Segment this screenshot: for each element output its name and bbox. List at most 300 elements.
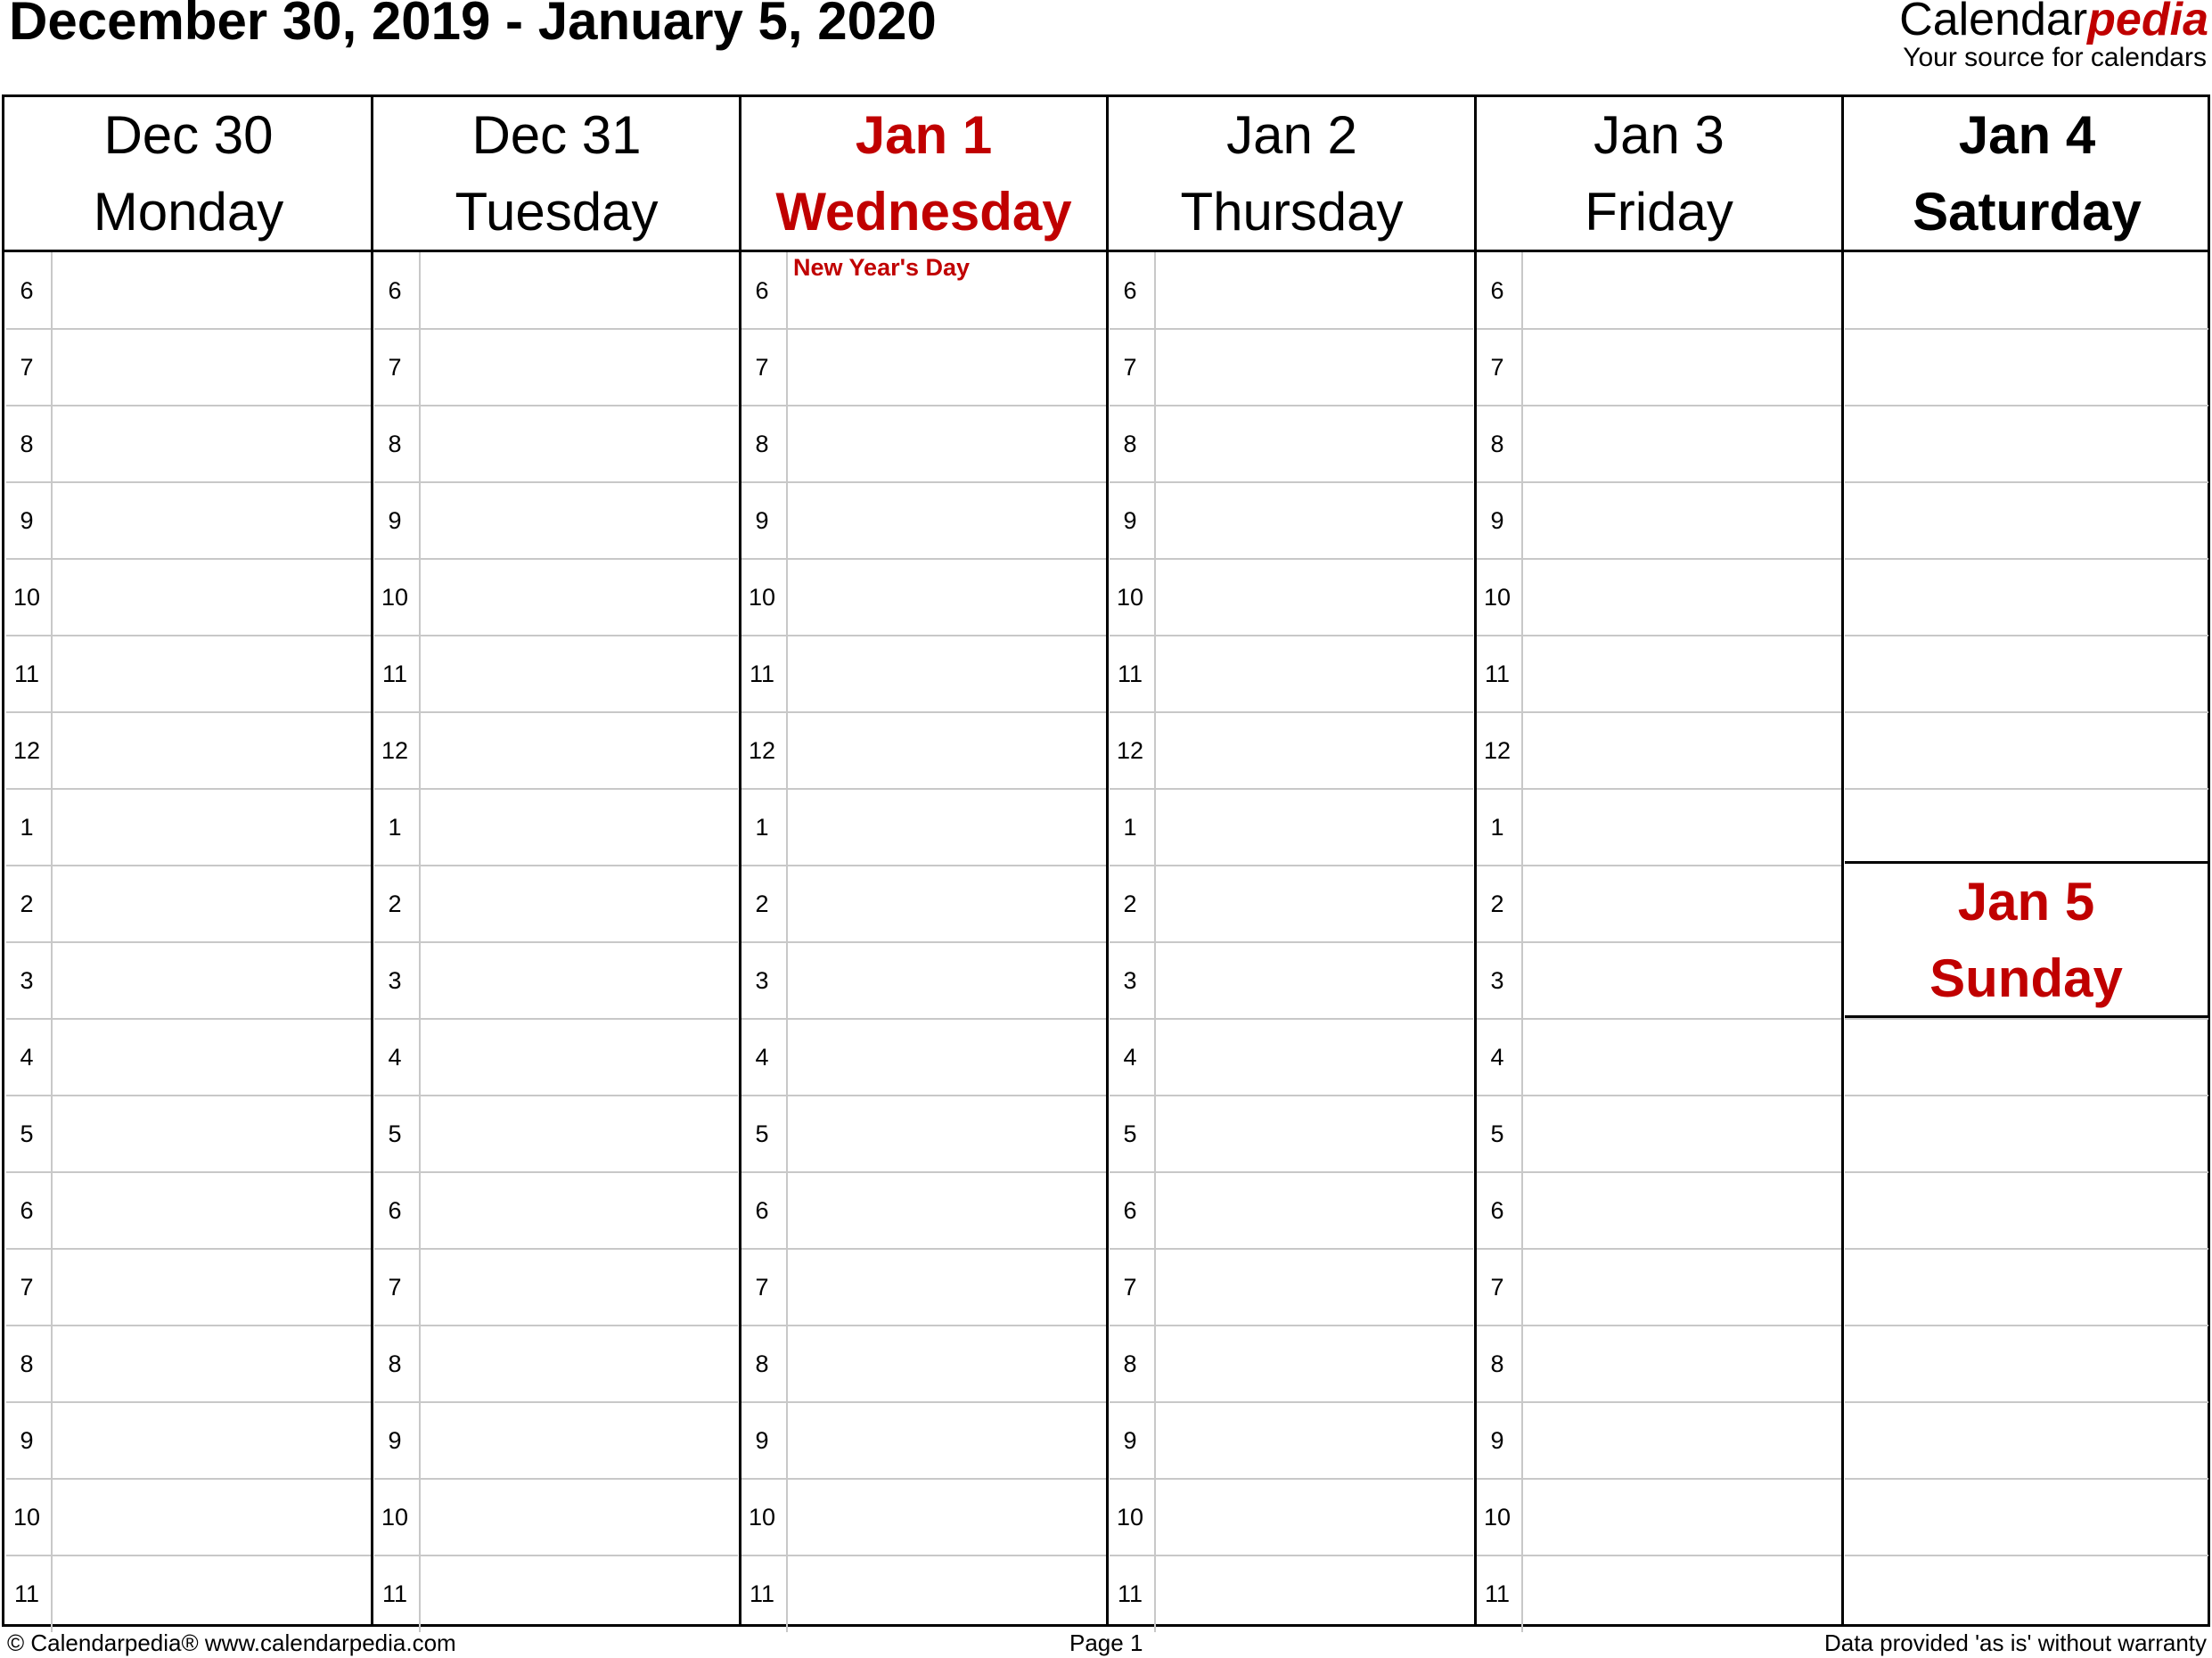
hour-divider — [741, 1555, 1106, 1556]
hour-label: 10 — [1483, 584, 1512, 611]
hour-label: 11 — [749, 1580, 775, 1607]
hour-divider — [1845, 1095, 2208, 1096]
hour-divider — [374, 1018, 738, 1020]
hour-label: 10 — [381, 584, 409, 611]
day-weekday: Saturday — [1913, 182, 2142, 242]
time-slot[interactable] — [53, 482, 371, 557]
day-date: Jan 5 — [1957, 872, 2095, 932]
hour-divider — [1477, 941, 1841, 943]
hour-divider — [1477, 1555, 1841, 1556]
hour-label: 9 — [1490, 1427, 1504, 1454]
hour-label: 11 — [749, 661, 775, 687]
hour-label: 8 — [388, 431, 402, 457]
time-slot[interactable] — [788, 712, 1106, 787]
hour-divider — [1845, 788, 2208, 790]
hour-divider — [1477, 788, 1841, 790]
hour-label: 9 — [388, 1427, 402, 1454]
day-weekday: Tuesday — [455, 182, 659, 242]
hour-divider — [741, 1018, 1106, 1020]
hour-divider — [1110, 941, 1473, 943]
hour-divider — [1845, 405, 2208, 406]
hour-divider — [1477, 635, 1841, 636]
footer-disclaimer: Data provided 'as is' without warranty — [1823, 1629, 2207, 1656]
hour-label: 9 — [20, 507, 34, 534]
hour-divider — [1845, 1478, 2208, 1480]
time-slot[interactable] — [788, 866, 1106, 940]
column-divider — [1841, 97, 1844, 1624]
hour-label: 7 — [1123, 1274, 1137, 1301]
hour-label: 11 — [381, 1580, 408, 1607]
hour-divider — [6, 635, 371, 636]
day-weekday: Monday — [93, 182, 284, 242]
day-date: Jan 1 — [855, 105, 993, 165]
hour-label: 6 — [1490, 1197, 1504, 1224]
day-header — [1475, 97, 1843, 250]
time-slot[interactable] — [53, 866, 371, 940]
hour-divider — [1477, 481, 1841, 483]
hour-label: 6 — [20, 277, 34, 304]
day-header-sunday — [1845, 861, 2208, 1018]
hour-divider — [1845, 1018, 2208, 1020]
time-slot[interactable] — [53, 559, 371, 634]
hour-divider — [6, 941, 371, 943]
time-slot[interactable] — [53, 636, 371, 710]
hour-divider — [1477, 1018, 1841, 1020]
time-slot[interactable] — [788, 636, 1106, 710]
hour-divider — [6, 1095, 371, 1096]
time-slot[interactable] — [1156, 789, 1473, 864]
hour-divider — [6, 711, 371, 713]
time-slot[interactable] — [53, 789, 371, 864]
hour-divider — [374, 1095, 738, 1096]
hour-divider — [1110, 1171, 1473, 1173]
hour-divider — [6, 1171, 371, 1173]
hour-divider — [1110, 481, 1473, 483]
day-weekday: Thursday — [1180, 182, 1404, 242]
hour-divider — [741, 865, 1106, 866]
hour-divider — [741, 1095, 1106, 1096]
hour-label: 4 — [388, 1044, 402, 1071]
time-slot[interactable] — [53, 1019, 371, 1094]
time-slot[interactable] — [1523, 1402, 1841, 1477]
hour-label: 3 — [1123, 967, 1137, 994]
hour-label: 7 — [20, 1274, 34, 1301]
hour-divider — [741, 558, 1106, 560]
time-slot[interactable] — [53, 1402, 371, 1477]
time-slot[interactable] — [1523, 1249, 1841, 1324]
day-weekday: Wednesday — [775, 182, 1072, 242]
time-slot[interactable] — [421, 1479, 738, 1554]
time-slot[interactable] — [421, 1172, 738, 1247]
hour-divider — [1477, 1095, 1841, 1096]
time-slot[interactable] — [421, 329, 738, 404]
time-slot[interactable] — [788, 406, 1106, 480]
time-slot[interactable] — [788, 942, 1106, 1017]
time-slot[interactable] — [1523, 406, 1841, 480]
time-slot[interactable] — [421, 1326, 738, 1400]
hour-divider — [1110, 865, 1473, 866]
hour-divider — [741, 1325, 1106, 1326]
hour-label: 7 — [1123, 354, 1137, 381]
time-slot[interactable] — [53, 406, 371, 480]
hour-divider — [374, 865, 738, 866]
day-header — [1843, 97, 2211, 250]
hour-label: 5 — [20, 1120, 34, 1147]
hour-label: 2 — [20, 891, 34, 917]
hour-divider — [741, 1478, 1106, 1480]
time-slot[interactable] — [1156, 1019, 1473, 1094]
hour-divider — [374, 558, 738, 560]
time-slot[interactable] — [1156, 1479, 1473, 1554]
hour-label: 3 — [1490, 967, 1504, 994]
hour-label: 8 — [388, 1350, 402, 1377]
hour-label: 11 — [381, 661, 408, 687]
time-slot[interactable] — [53, 1326, 371, 1400]
day-weekday: Sunday — [1929, 948, 2123, 1008]
hour-label: 7 — [388, 1274, 402, 1301]
brand-tagline: Your source for calendars — [1903, 43, 2207, 72]
hour-label: 4 — [20, 1044, 34, 1071]
time-slot[interactable] — [1523, 942, 1841, 1017]
hour-label: 6 — [20, 1197, 34, 1224]
time-slot[interactable] — [788, 1172, 1106, 1247]
time-slot[interactable] — [1523, 1479, 1841, 1554]
day-date: Dec 31 — [471, 105, 642, 165]
time-slot[interactable] — [53, 1096, 371, 1170]
hour-divider — [374, 1171, 738, 1173]
hour-divider — [6, 1325, 371, 1326]
hour-divider — [741, 481, 1106, 483]
hour-divider — [1110, 635, 1473, 636]
hour-label: 7 — [755, 1274, 769, 1301]
time-slot[interactable] — [788, 1326, 1106, 1400]
hour-label: 2 — [755, 891, 769, 917]
time-slot[interactable] — [1523, 329, 1841, 404]
hour-label: 11 — [1117, 661, 1143, 687]
hour-label: 11 — [13, 1580, 40, 1607]
time-slot[interactable] — [1523, 636, 1841, 710]
hour-divider — [1477, 865, 1841, 866]
hour-divider — [741, 405, 1106, 406]
hour-label: 7 — [755, 354, 769, 381]
hour-label: 8 — [20, 1350, 34, 1377]
hour-label: 10 — [748, 584, 776, 611]
hour-divider — [6, 865, 371, 866]
hour-label: 6 — [755, 1197, 769, 1224]
hour-divider — [1110, 711, 1473, 713]
time-slot[interactable] — [53, 252, 371, 327]
time-slot[interactable] — [421, 942, 738, 1017]
hour-label: 7 — [1490, 1274, 1504, 1301]
hour-label: 10 — [1483, 1504, 1512, 1531]
hour-divider — [1845, 558, 2208, 560]
time-slot[interactable] — [421, 636, 738, 710]
hour-label: 3 — [755, 967, 769, 994]
time-slot[interactable] — [788, 1019, 1106, 1094]
time-slot[interactable] — [1523, 1555, 1841, 1630]
hour-divider — [741, 635, 1106, 636]
time-slot[interactable] — [53, 1172, 371, 1247]
hour-label: 12 — [381, 737, 409, 764]
hour-divider — [1110, 788, 1473, 790]
hour-divider — [1845, 1401, 2208, 1403]
time-slot[interactable] — [421, 866, 738, 940]
hour-label: 8 — [1490, 431, 1504, 457]
hour-label: 12 — [1483, 737, 1512, 764]
hour-divider — [374, 481, 738, 483]
hour-divider — [741, 788, 1106, 790]
time-slot[interactable] — [788, 1479, 1106, 1554]
hour-divider — [374, 711, 738, 713]
hour-label: 2 — [1490, 891, 1504, 917]
time-slot[interactable] — [1523, 1096, 1841, 1170]
hour-label: 8 — [755, 1350, 769, 1377]
hour-divider — [374, 635, 738, 636]
column-divider — [1106, 97, 1109, 1624]
hour-label: 9 — [1123, 1427, 1137, 1454]
hour-divider — [374, 1478, 738, 1480]
hour-label: 12 — [1116, 737, 1144, 764]
hour-label: 8 — [1123, 431, 1137, 457]
hour-divider — [1110, 328, 1473, 330]
time-slot[interactable] — [1523, 1172, 1841, 1247]
hour-label: 11 — [13, 661, 40, 687]
hour-divider — [374, 328, 738, 330]
hour-label: 3 — [20, 967, 34, 994]
hour-label: 10 — [381, 1504, 409, 1531]
hour-divider — [6, 1555, 371, 1556]
time-slot[interactable] — [788, 1096, 1106, 1170]
hour-label: 10 — [748, 1504, 776, 1531]
hour-divider — [1477, 328, 1841, 330]
time-slot[interactable] — [1156, 559, 1473, 634]
column-divider — [371, 97, 373, 1624]
hour-label: 11 — [1484, 1580, 1511, 1607]
time-slot[interactable] — [421, 1402, 738, 1477]
hour-label: 1 — [755, 814, 769, 841]
time-slot[interactable] — [421, 712, 738, 787]
time-slot[interactable] — [421, 252, 738, 327]
day-header — [740, 97, 1108, 250]
time-slot[interactable] — [53, 1555, 371, 1630]
time-slot[interactable] — [1156, 406, 1473, 480]
hour-label: 4 — [755, 1044, 769, 1071]
time-slot[interactable] — [421, 1096, 738, 1170]
time-slot[interactable] — [788, 1555, 1106, 1630]
time-slot[interactable] — [1156, 636, 1473, 710]
time-slot[interactable] — [53, 942, 371, 1017]
time-slot[interactable] — [1156, 252, 1473, 327]
time-slot[interactable] — [53, 1479, 371, 1554]
hour-label: 10 — [12, 1504, 41, 1531]
hour-label: 9 — [755, 1427, 769, 1454]
hour-label: 11 — [1117, 1580, 1143, 1607]
hour-divider — [1845, 1248, 2208, 1250]
time-slot[interactable] — [1156, 1555, 1473, 1630]
time-slot[interactable] — [788, 329, 1106, 404]
hour-divider — [1845, 635, 2208, 636]
hour-divider — [1477, 1478, 1841, 1480]
hour-divider — [741, 328, 1106, 330]
hour-label: 7 — [388, 354, 402, 381]
time-slot[interactable] — [421, 559, 738, 634]
time-slot[interactable] — [1156, 1326, 1473, 1400]
hour-label: 12 — [748, 737, 776, 764]
time-slot[interactable] — [421, 1555, 738, 1630]
day-date: Jan 2 — [1226, 105, 1357, 165]
hour-label: 1 — [388, 814, 402, 841]
hour-divider — [1845, 1555, 2208, 1556]
hour-divider — [1845, 328, 2208, 330]
time-slot[interactable] — [421, 789, 738, 864]
hour-label: 10 — [12, 584, 41, 611]
time-slot[interactable] — [1523, 866, 1841, 940]
hour-divider — [6, 1018, 371, 1020]
hour-divider — [741, 1401, 1106, 1403]
day-date: Jan 3 — [1593, 105, 1725, 165]
time-slot[interactable] — [1523, 252, 1841, 327]
hour-divider — [6, 328, 371, 330]
hour-divider — [6, 1401, 371, 1403]
hour-label: 6 — [388, 277, 402, 304]
hour-label: 10 — [1116, 584, 1144, 611]
hour-divider — [1477, 1325, 1841, 1326]
brand-logo-accent: pedia — [2087, 0, 2208, 45]
time-slot[interactable] — [421, 406, 738, 480]
hour-label: 10 — [1116, 1504, 1144, 1531]
hour-label: 2 — [388, 891, 402, 917]
hour-divider — [1477, 405, 1841, 406]
hour-label: 7 — [20, 354, 34, 381]
day-header — [373, 97, 741, 250]
hour-divider — [1110, 1018, 1473, 1020]
time-slot[interactable] — [1156, 1172, 1473, 1247]
hour-label: 5 — [1490, 1120, 1504, 1147]
hour-divider — [1110, 405, 1473, 406]
time-slot[interactable] — [1156, 1249, 1473, 1324]
hour-divider — [1110, 558, 1473, 560]
footer-copyright: © Calendarpedia® www.calendarpedia.com — [7, 1629, 456, 1656]
time-slot[interactable] — [1156, 712, 1473, 787]
holiday-label: New Year's Day — [793, 254, 971, 281]
hour-label: 8 — [1490, 1350, 1504, 1377]
hour-divider — [374, 941, 738, 943]
hour-label: 9 — [1123, 507, 1137, 534]
time-slot[interactable] — [1523, 789, 1841, 864]
time-slot[interactable] — [421, 482, 738, 557]
hour-label: 11 — [1484, 661, 1511, 687]
hour-label: 7 — [1490, 354, 1504, 381]
hour-divider — [1845, 1171, 2208, 1173]
time-slot[interactable] — [788, 1402, 1106, 1477]
hour-divider — [741, 1248, 1106, 1250]
hour-divider — [6, 1478, 371, 1480]
hour-divider — [374, 788, 738, 790]
hour-divider — [741, 1171, 1106, 1173]
time-slot[interactable] — [421, 1019, 738, 1094]
hour-label: 8 — [1123, 1350, 1137, 1377]
hour-divider — [6, 405, 371, 406]
hour-divider — [1845, 1325, 2208, 1326]
hour-divider — [6, 788, 371, 790]
time-slot[interactable] — [788, 789, 1106, 864]
hour-label: 2 — [1123, 891, 1137, 917]
hour-label: 4 — [1490, 1044, 1504, 1071]
hour-divider — [1110, 1095, 1473, 1096]
weekly-calendar-grid — [2, 94, 2210, 1627]
time-slot[interactable] — [1156, 329, 1473, 404]
hour-label: 8 — [20, 431, 34, 457]
hour-label: 4 — [1123, 1044, 1137, 1071]
time-slot[interactable] — [1156, 942, 1473, 1017]
hour-label: 3 — [388, 967, 402, 994]
hour-divider — [741, 711, 1106, 713]
hour-divider — [1477, 1401, 1841, 1403]
hour-divider — [1110, 1325, 1473, 1326]
hour-divider — [374, 1325, 738, 1326]
hour-label: 5 — [388, 1120, 402, 1147]
hour-label: 9 — [20, 1427, 34, 1454]
time-slot[interactable] — [1523, 1326, 1841, 1400]
time-slot[interactable] — [1156, 1402, 1473, 1477]
day-weekday: Friday — [1585, 182, 1733, 242]
hour-label: 9 — [1490, 507, 1504, 534]
time-slot[interactable] — [1523, 482, 1841, 557]
hour-label: 9 — [388, 507, 402, 534]
hour-divider — [6, 558, 371, 560]
hour-label: 6 — [1123, 1197, 1137, 1224]
page-title: December 30, 2019 - January 5, 2020 — [9, 0, 937, 51]
brand-logo — [1899, 0, 2208, 46]
hour-divider — [1110, 1478, 1473, 1480]
time-slot[interactable] — [53, 712, 371, 787]
time-slot[interactable] — [1523, 1019, 1841, 1094]
time-slot[interactable] — [1156, 1096, 1473, 1170]
hour-label: 5 — [755, 1120, 769, 1147]
hour-divider — [741, 941, 1106, 943]
footer-page-number: Page 1 — [1069, 1629, 1143, 1656]
hour-divider — [1845, 711, 2208, 713]
time-slot[interactable] — [53, 329, 371, 404]
hour-label: 6 — [1490, 277, 1504, 304]
day-date: Dec 30 — [103, 105, 274, 165]
time-slot[interactable] — [53, 1249, 371, 1324]
hour-label: 6 — [755, 277, 769, 304]
hour-divider — [374, 1555, 738, 1556]
hour-label: 9 — [755, 507, 769, 534]
time-slot[interactable] — [1156, 866, 1473, 940]
hour-divider — [1477, 558, 1841, 560]
hour-label: 1 — [1123, 814, 1137, 841]
hour-divider — [1110, 1555, 1473, 1556]
time-slot[interactable] — [788, 559, 1106, 634]
time-slot[interactable] — [788, 482, 1106, 557]
time-slot[interactable] — [1156, 482, 1473, 557]
time-slot[interactable] — [788, 1249, 1106, 1324]
brand-logo-main: Calendar — [1899, 0, 2088, 45]
day-header — [4, 97, 373, 250]
time-slot[interactable] — [421, 1249, 738, 1324]
day-header — [1108, 97, 1476, 250]
time-slot[interactable] — [1523, 712, 1841, 787]
hour-divider — [1477, 1248, 1841, 1250]
time-slot[interactable] — [1523, 559, 1841, 634]
hour-divider — [374, 1401, 738, 1403]
hour-divider — [374, 405, 738, 406]
hour-label: 1 — [1490, 814, 1504, 841]
hour-label: 12 — [12, 737, 41, 764]
hour-divider — [1477, 711, 1841, 713]
